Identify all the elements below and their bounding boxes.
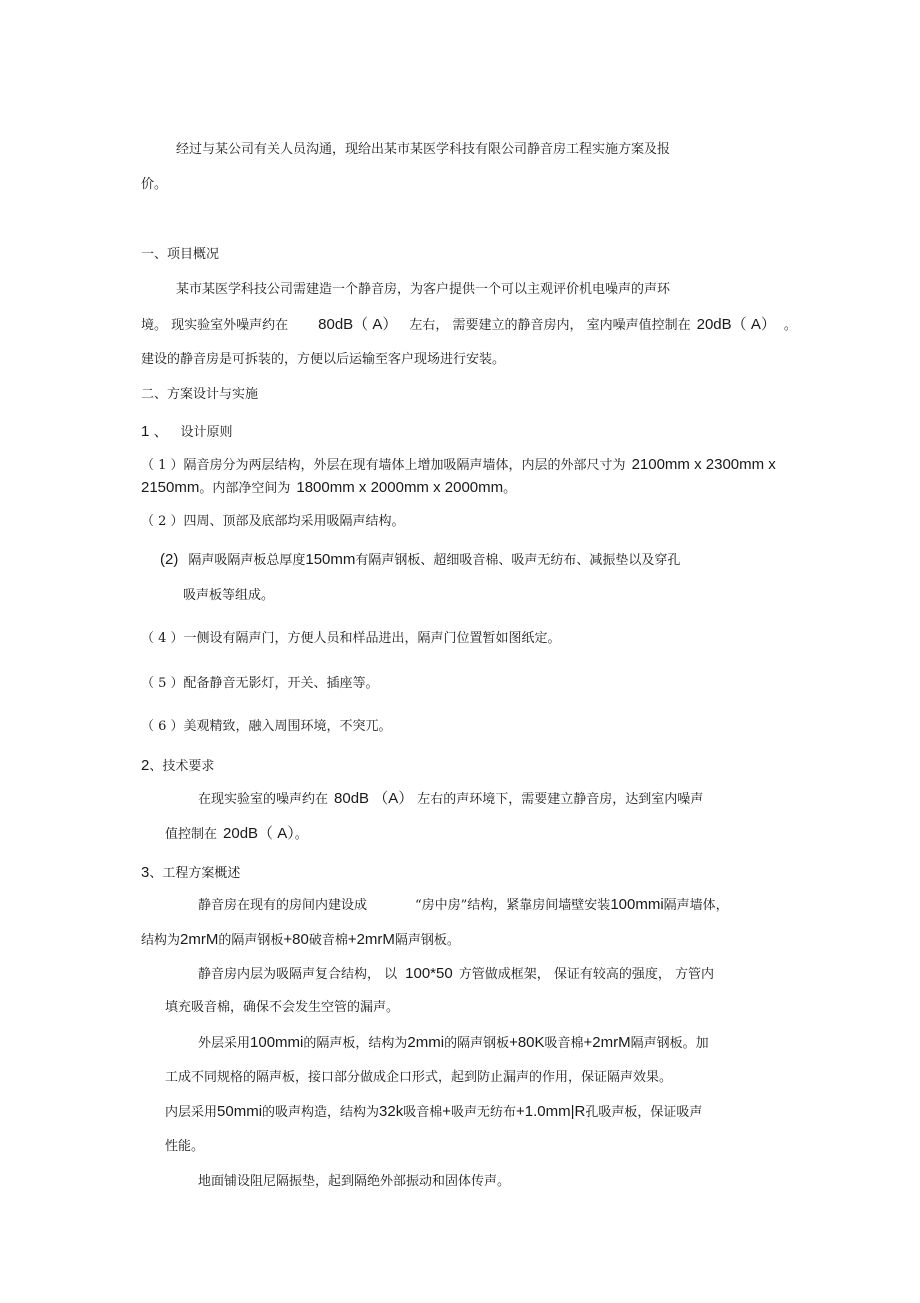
sub3-para-2-line-1 [198, 964, 714, 985]
heading-text: 、技术要求 [149, 759, 215, 774]
text-run: 100mmi [250, 1034, 304, 1051]
text-run: 配备静音无影灯，开关、插座等。 [183, 676, 379, 691]
text-run: 孔吸声板，保证吸声 [585, 1105, 703, 1120]
text-run: 吸声无纺布 [451, 1105, 517, 1120]
item-number: （ 6 ） [141, 719, 184, 734]
subsection-3-heading [141, 863, 240, 884]
text-run: 左右的声环境下，需要建立静音房，达到室内噪声 [417, 792, 704, 807]
text-run: 的吸声构造，结构为 [262, 1105, 380, 1120]
text-run: +80 [283, 931, 309, 948]
section-1-heading: 一、项目概况 [141, 247, 220, 262]
item-5 [141, 674, 379, 694]
text-run: 2mrM [180, 931, 219, 948]
outer-dimensions-value: 2100mm x 2300mm x [631, 456, 776, 473]
text-run: 吸音棉 [544, 1036, 584, 1051]
section-2-heading: 二、方案设计与实施 [141, 387, 259, 402]
item-number: （ 1 ） [141, 458, 184, 473]
item-6 [141, 717, 392, 737]
item-2 [141, 512, 405, 532]
noise-inside-value: 20dB（ A） [696, 316, 776, 333]
noise-outside-value: 80dB（ A） [318, 316, 398, 333]
heading-number: 2 [141, 757, 150, 774]
text-run: 隔声墙体， [663, 898, 729, 913]
sub3-para-3-line-2: 工成不同规格的隔声板，接口部分做成企口形式，起到防止漏声的作用，保证隔声效果。 [165, 1070, 673, 1085]
text-run: 在现实验室的噪声约在 [198, 792, 329, 807]
panel-thickness-value: 150mm [305, 551, 356, 568]
text-run: 。 [783, 318, 797, 333]
item-number: (2) [160, 551, 179, 568]
text-run: “房中房”结构，紧靠房间墙壁安装 [415, 898, 611, 913]
text-run: 的隔声钢板 [218, 933, 284, 948]
section-1-para-line-2 [141, 315, 797, 336]
text-run: +1.0mm|R [516, 1103, 586, 1120]
text-run: 外层采用 [198, 1036, 251, 1051]
text-run: 方管做成框架， 保证有较高的强度， 方管内 [458, 967, 714, 982]
text-run: + [442, 1103, 452, 1120]
item-number: （ 5 ） [141, 676, 184, 691]
text-run: 2mmi [407, 1034, 445, 1051]
text-run: 内层采用 [165, 1105, 218, 1120]
text-run: 吸音棉 [403, 1105, 443, 1120]
text-run: 值控制在 [165, 827, 218, 842]
frame-tube-size: 100*50 [405, 965, 453, 982]
item-3-line-1 [160, 550, 680, 571]
sub3-para-5-line-1: 地面铺设阻尼隔振垫，起到隔绝外部振动和固体传声。 [198, 1174, 511, 1189]
heading-text: 设计原则 [180, 425, 233, 440]
wall-thickness-value: 100mmi [610, 896, 664, 913]
text-run: 隔音房分为两层结构，外层在现有墙体上增加吸隔声墙体，内层的外部尺寸为 [183, 458, 626, 473]
text-run: 2150mm [141, 479, 200, 496]
text-run: 左右， 需要建立的静音房内， 室内噪声值控制在 [409, 318, 691, 333]
item-number: （ 2 ） [141, 514, 184, 529]
sub3-para-4-line-2: 性能。 [165, 1139, 205, 1154]
text-run: 有隔声钢板、超细吸音棉、吸声无纺布、减振垫以及穿孔 [355, 553, 681, 568]
text-run: 。 [503, 481, 517, 496]
ambient-noise-value: 80dB （A） [334, 790, 414, 807]
heading-number: 1 、 [141, 423, 169, 440]
text-run: 破音棉 [308, 933, 348, 948]
subsection-1-heading [141, 422, 233, 443]
text-run: 美观精致，融入周围环境，不突兀。 [183, 719, 392, 734]
section-1-para-line-1: 某市某医学科技公司需建造一个静音房，为客户提供一个可以主观评价机电噪声的声环 [176, 282, 671, 297]
text-run: 32k [379, 1103, 404, 1120]
heading-number: 3 [141, 864, 150, 881]
text-run: 四周、顶部及底部均采用吸隔声结构。 [183, 514, 405, 529]
text-run: 隔声钢板。加 [630, 1036, 709, 1051]
item-number: （ 4 ） [141, 631, 184, 646]
item-1-line-2 [141, 478, 516, 499]
sub3-para-1-line-1 [198, 895, 729, 916]
sub3-para-4-line-1 [165, 1102, 702, 1123]
text-run: 静音房在现有的房间内建设成 [198, 898, 368, 913]
heading-text: 、工程方案概述 [149, 866, 241, 881]
intro-line-1: 经过与某公司有关人员沟通，现给出某市某医学科技有限公司静音房工程实施方案及报 [176, 142, 671, 157]
sub3-para-2-line-2: 填充吸音棉，确保不会发生空管的漏声。 [165, 1000, 400, 1015]
text-run: 结构为 [141, 933, 181, 948]
subsection-2-heading [141, 756, 214, 777]
text-run: 隔声钢板。 [394, 933, 460, 948]
intro-line-2: 价。 [141, 177, 168, 192]
text-run: 一侧设有隔声门，方便人员和样品进出，隔声门位置暂如图纸定。 [183, 631, 561, 646]
subsection-2-para-line-2 [165, 824, 308, 845]
inner-dimensions-value: 1800mm x 2000mm x 2000mm [296, 479, 504, 496]
text-run: 静音房内层为吸隔声复合结构， 以 [198, 967, 398, 982]
text-run: 。 [294, 827, 308, 842]
item-4 [141, 629, 561, 649]
subsection-2-para-line-1 [198, 789, 703, 810]
text-run: 的隔声板，结构为 [303, 1036, 408, 1051]
sub3-para-3-line-1 [198, 1033, 709, 1054]
text-run: +2mrM [583, 1034, 631, 1051]
item-1-line-1 [141, 455, 776, 476]
section-1-para-line-3: 建设的静音房是可拆装的，方便以后运输至客户现场进行安装。 [141, 352, 506, 367]
sub3-para-1-line-2 [141, 930, 460, 951]
item-3-line-2: 吸声板等组成。 [183, 588, 275, 603]
text-run: 境。 现实验室外噪声约在 [141, 318, 289, 333]
text-run: 隔声吸隔声板总厚度 [188, 553, 306, 568]
text-run: 50mmi [217, 1103, 263, 1120]
text-run: +2mrM [347, 931, 395, 948]
text-run: 的隔声钢板 [444, 1036, 510, 1051]
text-run: +80K [509, 1034, 545, 1051]
target-noise-value: 20dB（ A） [223, 825, 295, 842]
text-run: 。内部净空间为 [199, 481, 291, 496]
